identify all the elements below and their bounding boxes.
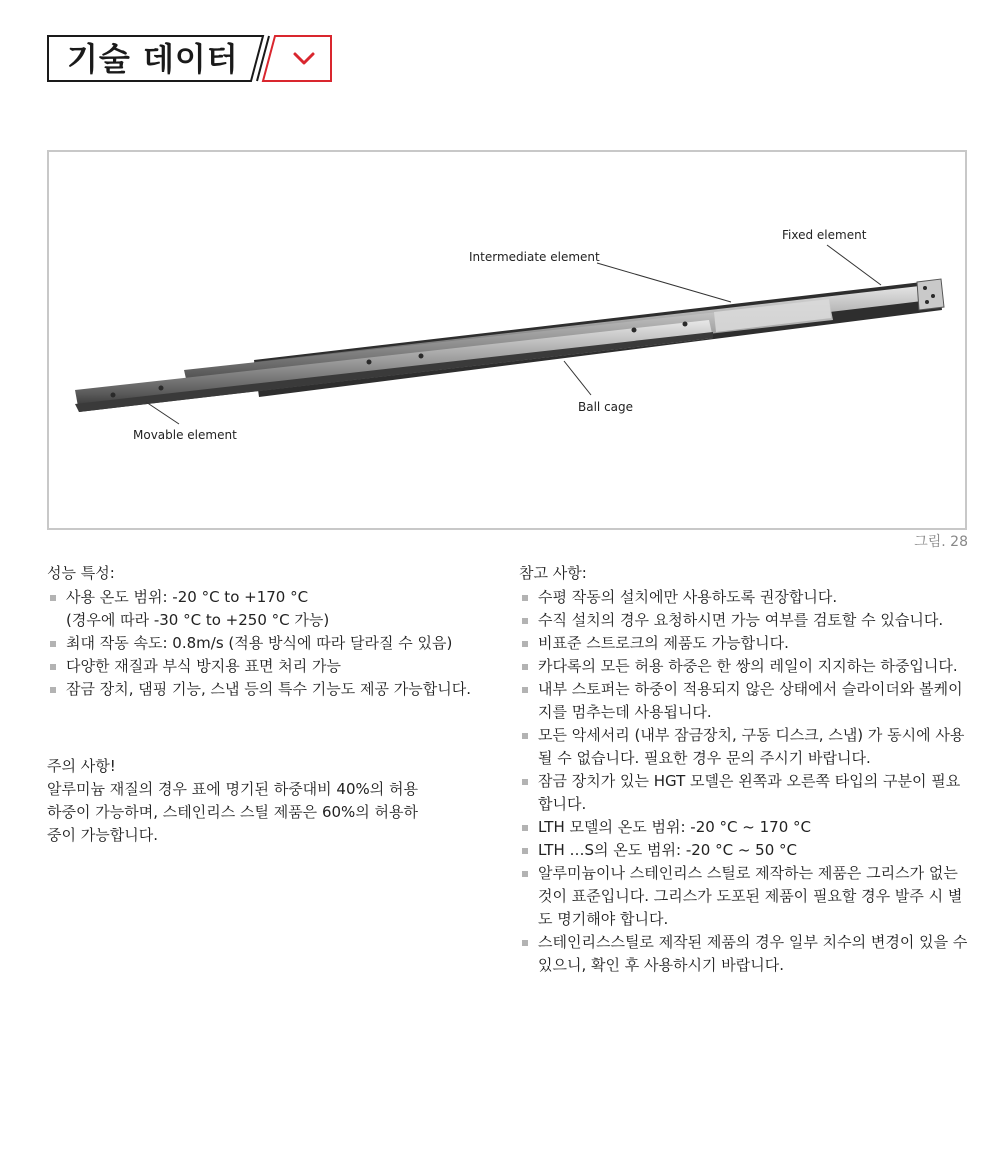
list-item: LTH 모델의 온도 범위: -20 °C ~ 170 °C — [519, 816, 969, 839]
label-movable-element: Movable element — [133, 428, 237, 442]
label-ball-cage: Ball cage — [578, 400, 634, 414]
list-item: 카다록의 모든 허용 하중은 한 쌍의 레일이 지지하는 하중입니다. — [519, 655, 969, 678]
caution-block — [47, 755, 492, 847]
list-item-text: 다양한 재질과 부식 방지용 표면 처리 가능 — [66, 657, 341, 675]
page-title: 기술 데이터 — [67, 40, 239, 78]
label-intermediate-element: Intermediate element — [469, 250, 600, 264]
list-item: 스테인리스스틸로 제작된 제품의 경우 일부 치수의 변경이 있을 수 있으니, 확인 후 사용하시기 바랍니다. — [519, 931, 969, 977]
caution-line: 중이 가능합니다. — [47, 826, 158, 844]
list-item-text: 최대 작동 속도: 0.8m/s (적용 방식에 따라 달라질 수 있음) — [66, 634, 453, 652]
caution-heading: 주의 사항! — [47, 757, 116, 775]
performance-list — [47, 586, 492, 701]
list-item: 잠금 장치가 있는 HGT 모델은 왼쪽과 오른쪽 타입의 구분이 필요합니다. — [519, 770, 969, 816]
list-item-text: 잠금 장치, 댐핑 기능, 스냅 등의 특수 기능도 제공 가능합니다. — [66, 680, 471, 698]
caution-line: 알루미늄 재질의 경우 표에 명기된 하중대비 40%의 허용 — [47, 780, 419, 798]
performance-heading: 성능 특성: — [47, 564, 115, 582]
list-item: 비표준 스트로크의 제품도 가능합니다. — [519, 632, 969, 655]
chevron-down-icon — [279, 35, 332, 82]
notes-list — [519, 586, 969, 977]
list-item: 모든 악세서리 (내부 잠금장치, 구동 디스크, 스냅) 가 동시에 사용될 수 없습니다. 필요한 경우 문의 주시기 바랍니다. — [519, 724, 969, 770]
list-item-text: 사용 온도 범위: -20 °C to +170 °C — [66, 588, 309, 606]
list-item: LTH …S의 온도 범위: -20 °C ~ 50 °C — [519, 839, 969, 862]
list-item — [47, 655, 492, 678]
list-item: 내부 스토퍼는 하중이 적용되지 않은 상태에서 슬라이더와 볼케이지를 멈추는데 사용됩니다. — [519, 678, 969, 724]
caution-line: 하중이 가능하며, 스테인리스 스틸 제품은 60%의 허용하 — [47, 803, 419, 821]
list-item: 알루미늄이나 스테인리스 스틸로 제작하는 제품은 그리스가 없는 것이 표준입니다. 그리스가 도포된 제품이 필요할 경우 발주 시 별도 명기해야 합니다. — [519, 862, 969, 931]
slide-rail-figure — [47, 150, 967, 530]
list-item — [47, 678, 492, 701]
list-item — [47, 632, 492, 655]
label-fixed-element: Fixed element — [782, 228, 867, 242]
section-header-tab — [47, 35, 332, 82]
left-column — [47, 562, 492, 847]
expand-toggle-button[interactable] — [279, 35, 332, 82]
list-item: 수직 설치의 경우 요청하시면 가능 여부를 검토할 수 있습니다. — [519, 609, 969, 632]
list-item-subtext: (경우에 따라 -30 °C to +250 °C 가능) — [66, 611, 330, 629]
list-item: 수평 작동의 설치에만 사용하도록 권장합니다. — [519, 586, 969, 609]
figure-caption: 그림. 28 — [914, 534, 968, 550]
notes-heading: 참고 사항: — [519, 564, 587, 582]
slide-rail-illustration — [49, 152, 967, 530]
right-column — [519, 562, 969, 977]
list-item — [47, 586, 492, 632]
